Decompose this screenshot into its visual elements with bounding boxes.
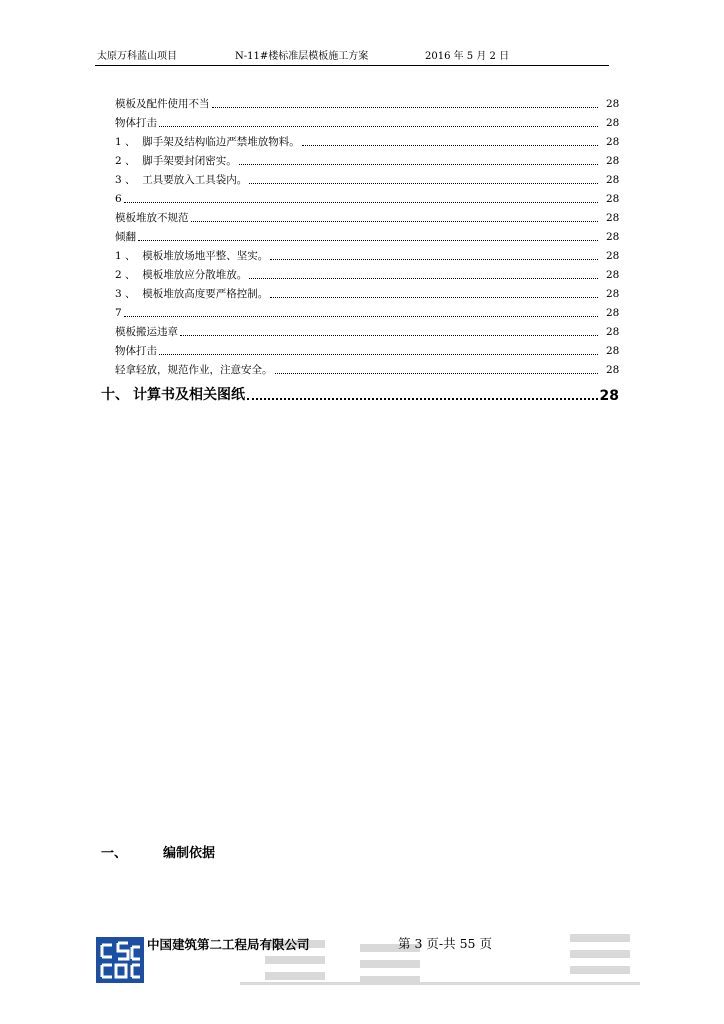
toc-entry[interactable] [115,190,618,206]
toc-leader [302,144,598,146]
toc-main-number: 十、 [101,387,129,403]
toc-entry-title: 物体打击 [115,117,157,129]
toc-entry-title: 轻拿轻放，规范作业，注意安全。 [115,364,273,376]
header-document-title: N-11#楼标准层模板施工方案 [235,51,369,62]
toc-entry-page: 28 [606,212,620,224]
toc-leader [124,201,598,203]
toc-entry-page: 28 [606,98,620,110]
footer-company-name: 中国建筑第二工程局有限公司 [147,937,310,952]
toc-entry[interactable] [115,266,618,282]
toc-entry[interactable] [115,209,618,225]
section-number: 一、 [101,846,128,861]
toc-leader [275,372,599,374]
toc-entry[interactable] [115,114,618,130]
company-logo [96,937,144,983]
toc-entry-title: 2 、 模板堆放应分散堆放。 [115,269,248,281]
toc-leader [159,353,598,355]
toc-leader [270,258,598,260]
toc-entry[interactable] [115,152,618,168]
footer-page-number: 第 3 页-共 55 页 [398,936,492,951]
toc-leader [191,220,599,222]
toc-entry-page: 28 [606,231,620,243]
toc-entry[interactable] [115,228,618,244]
toc-entry-title: 模板搬运违章 [115,326,178,338]
toc-entry-page: 28 [606,326,620,338]
header-project: 太原万科蓝山项目 [97,51,177,62]
toc-entry[interactable] [115,285,618,301]
toc-entry-title: 3 、 工具要放入工具袋内。 [115,174,248,186]
toc-entry[interactable] [115,95,618,111]
toc-entry[interactable] [115,361,618,377]
toc-entry-page: 28 [606,364,620,376]
cscec-logo-icon [96,937,144,983]
toc-leader [159,125,598,127]
toc-entry-title: 2 、 脚手架要封闭密实。 [115,155,237,167]
toc-entry-title: 1 、 模板堆放场地平整、坚实。 [115,250,269,262]
toc-leader [249,182,598,184]
toc-leader [249,277,598,279]
toc-entry-title: 7 [115,307,122,319]
toc-entry-page: 28 [606,307,620,319]
toc-leader [239,163,598,165]
toc-entry[interactable] [115,304,618,320]
toc-leader [180,334,598,336]
toc-leader [212,106,599,108]
toc-entry-page: 28 [606,136,620,148]
page-header [95,50,609,66]
toc-main-entry[interactable] [101,384,619,404]
toc-entry-page: 28 [606,174,620,186]
toc-entry-title: 倾翻 [115,231,136,243]
toc-entry-page: 28 [606,288,620,300]
toc-main-page: 28 [599,388,619,404]
toc-entry-title: 物体打击 [115,345,157,357]
header-date: 2016 年 5 月 2 日 [425,51,510,62]
toc-main-leader [247,398,598,400]
toc-entry-title: 模板及配件使用不当 [115,98,210,110]
toc-entry-page: 28 [606,250,620,262]
toc-entry-title: 1 、 脚手架及结构临边严禁堆放物料。 [115,136,300,148]
toc-entry-page: 28 [606,155,620,167]
section-title: 编制依据 [163,846,216,861]
toc-entry[interactable] [115,323,618,339]
toc-entry[interactable] [115,247,618,263]
toc-entry-title: 模板堆放不规范 [115,212,189,224]
toc-entry-page: 28 [606,345,620,357]
toc-entry[interactable] [115,171,618,187]
toc-entry-page: 28 [606,117,620,129]
toc-leader [138,239,598,241]
toc-leader [124,315,598,317]
toc-leader [270,296,598,298]
toc-entry[interactable] [115,133,618,149]
toc-main-title: 计算书及相关图纸 [133,387,245,403]
toc-entry-page: 28 [606,193,620,205]
toc-entry-title: 6 [115,193,122,205]
toc-entry-title: 3 、 模板堆放高度要严格控制。 [115,288,269,300]
toc-entry-page: 28 [606,269,620,281]
toc-entry[interactable] [115,342,618,358]
